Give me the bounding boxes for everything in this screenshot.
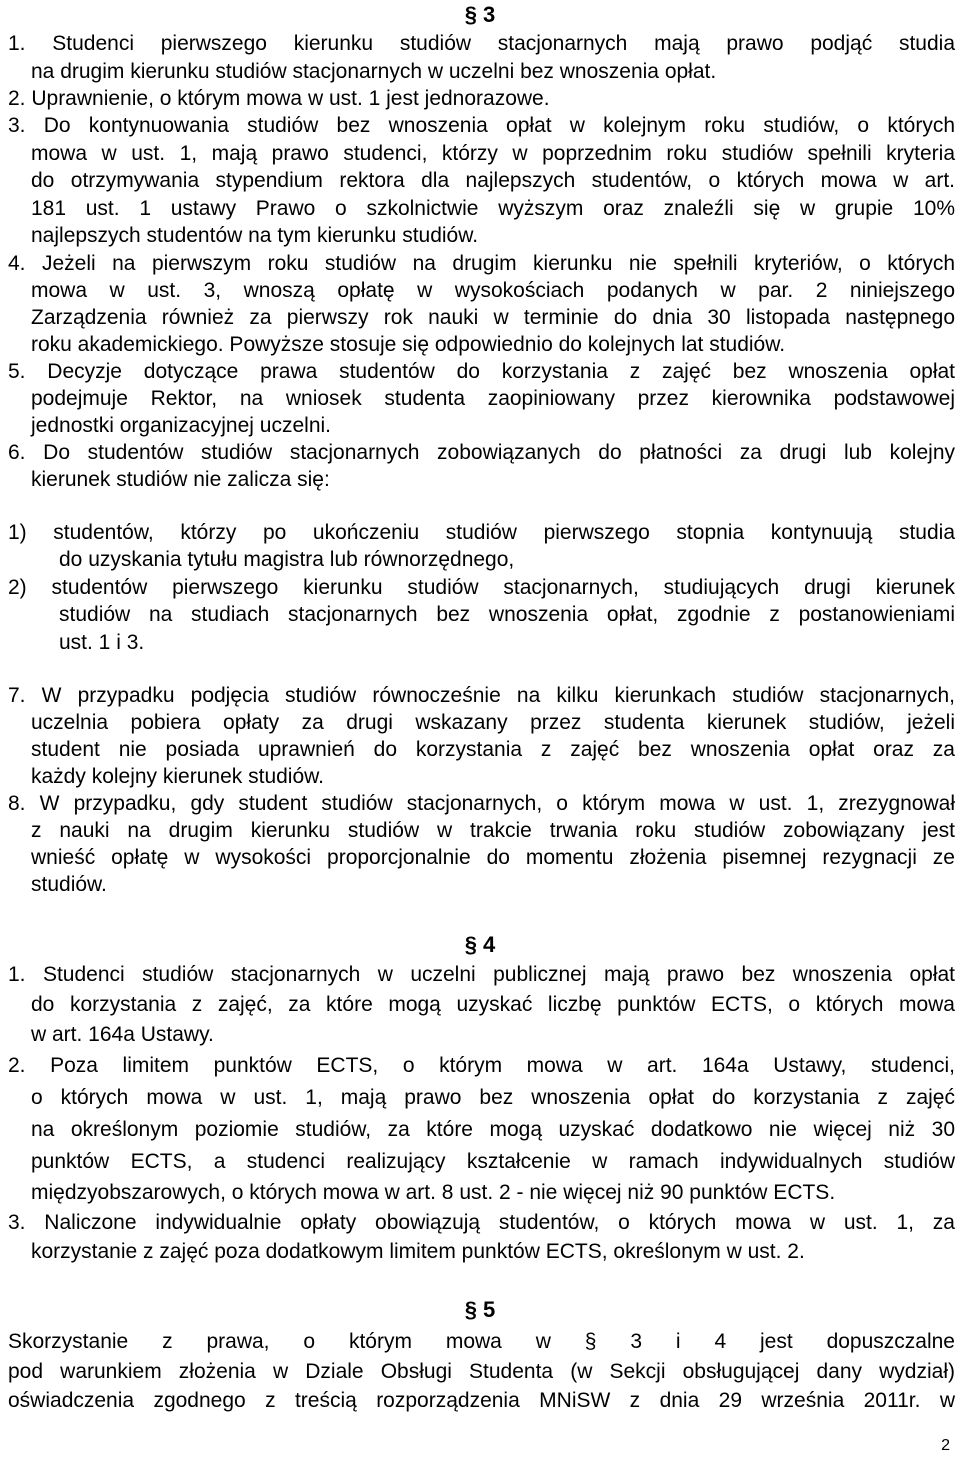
s3-line: 7. W przypadku podjęcia studiów równocześnie na kilku kierunkach studiów stacjonarnych, [8,684,955,707]
s3-line: 5. Decyzje dotyczące prawa studentów do korzystania z zajęć bez wnoszenia opłat [8,360,955,383]
s3-line: 1. Studenci pierwszego kierunku studiów stacjonarnych mają prawo podjąć studia [8,32,955,55]
s5-line: oświadczenia zgodnego z treścią rozporządzenia MNiSW z dnia 29 września 2011r. w [8,1389,955,1412]
s4-line: 3. Naliczone indywidualnie opłaty obowiązują studentów, o których mowa w ust. 1, za [8,1211,955,1234]
s3-line: kierunek studiów nie zalicza się: [31,468,330,491]
s4-line: punktów ECTS, a studenci realizujący kształcenie w ramach indywidualnych studiów [31,1150,955,1173]
s3-line: jednostki organizacyjnej uczelni. [31,414,331,437]
s3-line: do otrzymywania stypendium rektora dla najlepszych studentów, o których mowa w art. [31,169,955,192]
s3-line: mowa w ust. 3, wnoszą opłatę w wysokościach podanych w par. 2 niniejszego [31,279,955,302]
s3-line: studiów na studiach stacjonarnych bez wnoszenia opłat, zgodnie z postanowieniami [59,603,955,626]
page-number: 2 [941,1437,950,1454]
s3-line: studiów. [31,873,107,896]
s3-line: każdy kolejny kierunek studiów. [31,765,324,788]
s3-line: uczelnia pobiera opłaty za drugi wskazany przez studenta kierunek studiów, jeżeli [31,711,955,734]
s4-line: korzystanie z zajęć poza dodatkowym limitem punktów ECTS, określonym w ust. 2. [31,1240,805,1263]
s3-line: 181 ust. 1 ustawy Prawo o szkolnictwie wyższym oraz znaleźli się w grupie 10% [31,197,955,220]
section-4-heading: § 4 [464,932,496,957]
s3-line: mowa w ust. 1, mają prawo studenci, którzy w poprzednim roku studiów spełnili kryteria [31,142,955,165]
s5-line: Skorzystanie z prawa, o którym mowa w § 3 i 4 jest dopuszczalne [8,1330,955,1353]
s4-line: o których mowa w ust. 1, mają prawo bez wnoszenia opłat do korzystania z zajęć [31,1086,955,1109]
s3-line: wnieść opłatę w wysokości proporcjonalnie do momentu złożenia pisemnej rezygnacji ze [31,846,955,869]
s3-line: Zarządzenia również za pierwszy rok nauki w terminie do dnia 30 listopada następnego [31,306,955,329]
s3-line: 1) studentów, którzy po ukończeniu studiów pierwszego stopnia kontynuują studia [8,521,955,544]
section-3-heading: § 3 [464,2,496,27]
s3-line: 6. Do studentów studiów stacjonarnych zobowiązanych do płatności za drugi lub kolejny [8,441,955,464]
s4-line: międzyobszarowych, o których mowa w art. 8 ust. 2 - nie więcej niż 90 punktów ECTS. [31,1181,836,1204]
s4-line: 1. Studenci studiów stacjonarnych w uczelni publicznej mają prawo bez wnoszenia opłat [8,963,955,986]
s3-line: 2) studentów pierwszego kierunku studiów stacjonarnych, studiujących drugi kierunek [8,576,955,599]
s3-line: student nie posiada uprawnień do korzystania z zajęć bez wnoszenia opłat oraz za [31,738,955,761]
s3-line: 8. W przypadku, gdy student studiów stacjonarnych, o którym mowa w ust. 1, zrezygnował [8,792,955,815]
s5-line: pod warunkiem złożenia w Dziale Obsługi Studenta (w Sekcji obsługującej dany wydział) [8,1360,955,1383]
s3-line: ust. 1 i 3. [59,631,145,654]
s3-line: 4. Jeżeli na pierwszym roku studiów na drugim kierunku nie spełnili kryteriów, o których [8,252,955,275]
s3-line: z nauki na drugim kierunku studiów w trakcie trwania roku studiów zobowiązany jest [31,819,955,842]
s3-line: 3. Do kontynuowania studiów bez wnoszenia opłat w kolejnym roku studiów, o których [8,114,955,137]
s3-line: 2. Uprawnienie, o którym mowa w ust. 1 jest jednorazowe. [8,87,550,110]
s4-line: na określonym poziomie studiów, za które mogą uzyskać dodatkowo nie więcej niż 30 [31,1118,955,1141]
s3-line: najlepszych studentów na tym kierunku studiów. [31,224,479,247]
s3-line: do uzyskania tytułu magistra lub równorzędnego, [59,548,515,571]
s3-line: roku akademickiego. Powyższe stosuje się odpowiednio do kolejnych lat studiów. [31,333,786,356]
s4-line: w art. 164a Ustawy. [31,1023,214,1046]
section-5-heading: § 5 [464,1297,496,1322]
s3-line: podejmuje Rektor, na wniosek studenta zaopiniowany przez kierownika podstawowej [31,387,955,410]
s4-line: 2. Poza limitem punktów ECTS, o którym mowa w art. 164a Ustawy, studenci, [8,1054,955,1077]
s4-line: do korzystania z zajęć, za które mogą uzyskać liczbę punktów ECTS, o których mowa [31,993,955,1016]
s3-line: na drugim kierunku studiów stacjonarnych w uczelni bez wnoszenia opłat. [31,60,717,83]
